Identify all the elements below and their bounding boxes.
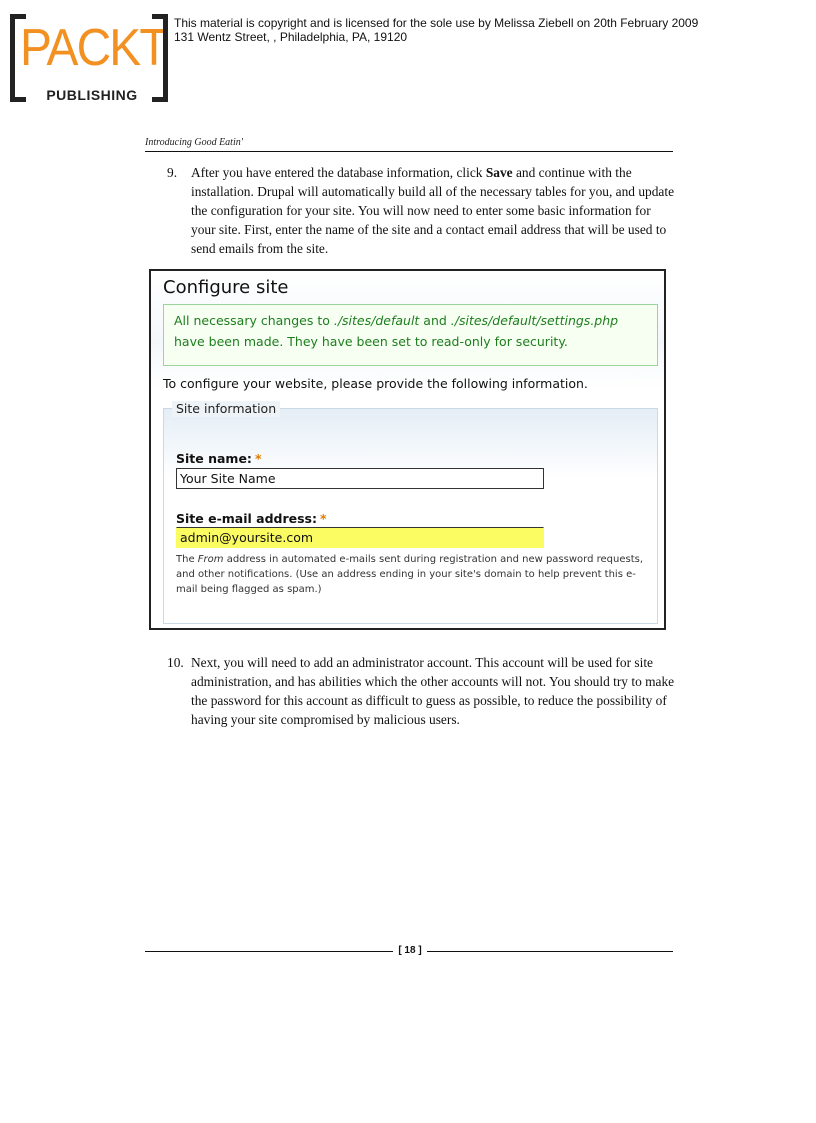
logo-right-bracket <box>152 14 168 102</box>
save-keyword: Save <box>485 165 513 180</box>
site-name-input[interactable]: Your Site Name <box>176 468 544 489</box>
site-name-label-text: Site name: <box>176 451 252 466</box>
step-number: 10. <box>167 655 184 670</box>
status-text-1: All necessary changes to <box>174 313 334 328</box>
desc-text-2: address in automated e-mails sent during registration and new password requests, and other notifications. (Use an address ending in your site's domain to help prevent this e-mail being flagged as spam.) <box>176 554 644 595</box>
page-title: Configure site <box>163 277 289 298</box>
footer-rule-right <box>427 951 673 952</box>
intro-text: To configure your website, please provide the following information. <box>163 376 588 391</box>
copyright-notice <box>174 16 804 44</box>
site-email-label-text: Site e-mail address: <box>176 511 317 526</box>
site-email-label <box>176 511 327 527</box>
logo-word: PACKT <box>20 19 167 77</box>
desc-from: From <box>197 554 224 565</box>
required-marker: * <box>254 451 262 466</box>
status-path-2: ./sites/default/settings.php <box>450 313 619 328</box>
copyright-line-2: 131 Wentz Street, , Philadelphia, PA, 19120 <box>174 30 408 44</box>
packt-logo <box>6 12 166 108</box>
site-email-input[interactable]: admin@yoursite.com <box>176 527 544 548</box>
site-information-fieldset <box>163 401 658 624</box>
configure-site-screenshot <box>149 269 666 630</box>
site-name-label <box>176 451 261 467</box>
step-10 <box>167 653 677 729</box>
step-text: Next, you will need to add an administrator account. This account will be used for site administration, and has abilities which the other accounts will not. You should try to make the password for this account as difficult to guess as possible, to reduce the possibility of having your site compromised by malicious users. <box>191 655 675 727</box>
step-text-before: After you have entered the database information, click <box>191 165 486 180</box>
page-number: [ 18 ] <box>398 945 422 956</box>
required-marker: * <box>320 511 327 526</box>
email-description <box>176 552 646 597</box>
step-text-after: and continue with the installation. Drupal will automatically build all of the necessary tables for you, and update the configuration for your site. You will now need to enter some basic information for your site. First, enter the name of the site and a contact email address that will be used to send emails from the site. <box>191 165 675 256</box>
running-header-title: Introducing Good Eatin' <box>145 137 243 148</box>
running-header <box>145 137 673 152</box>
step-number: 9. <box>167 165 178 180</box>
status-text-2: and <box>419 313 451 328</box>
step-text <box>191 163 677 258</box>
status-text-3: have been made. They have been set to read-only for security. <box>174 334 568 349</box>
status-message <box>163 304 658 366</box>
copyright-line-1: This material is copyright and is licensed for the sole use by Melissa Ziebell on 20th February 2009 <box>174 16 699 30</box>
desc-text-1: The <box>176 554 198 565</box>
logo-subtitle: PUBLISHING <box>32 86 152 104</box>
step-9 <box>167 163 677 258</box>
status-path-1: ./sites/default <box>333 313 420 328</box>
footer-rule-left <box>145 951 393 952</box>
fieldset-legend: Site information <box>172 401 280 417</box>
